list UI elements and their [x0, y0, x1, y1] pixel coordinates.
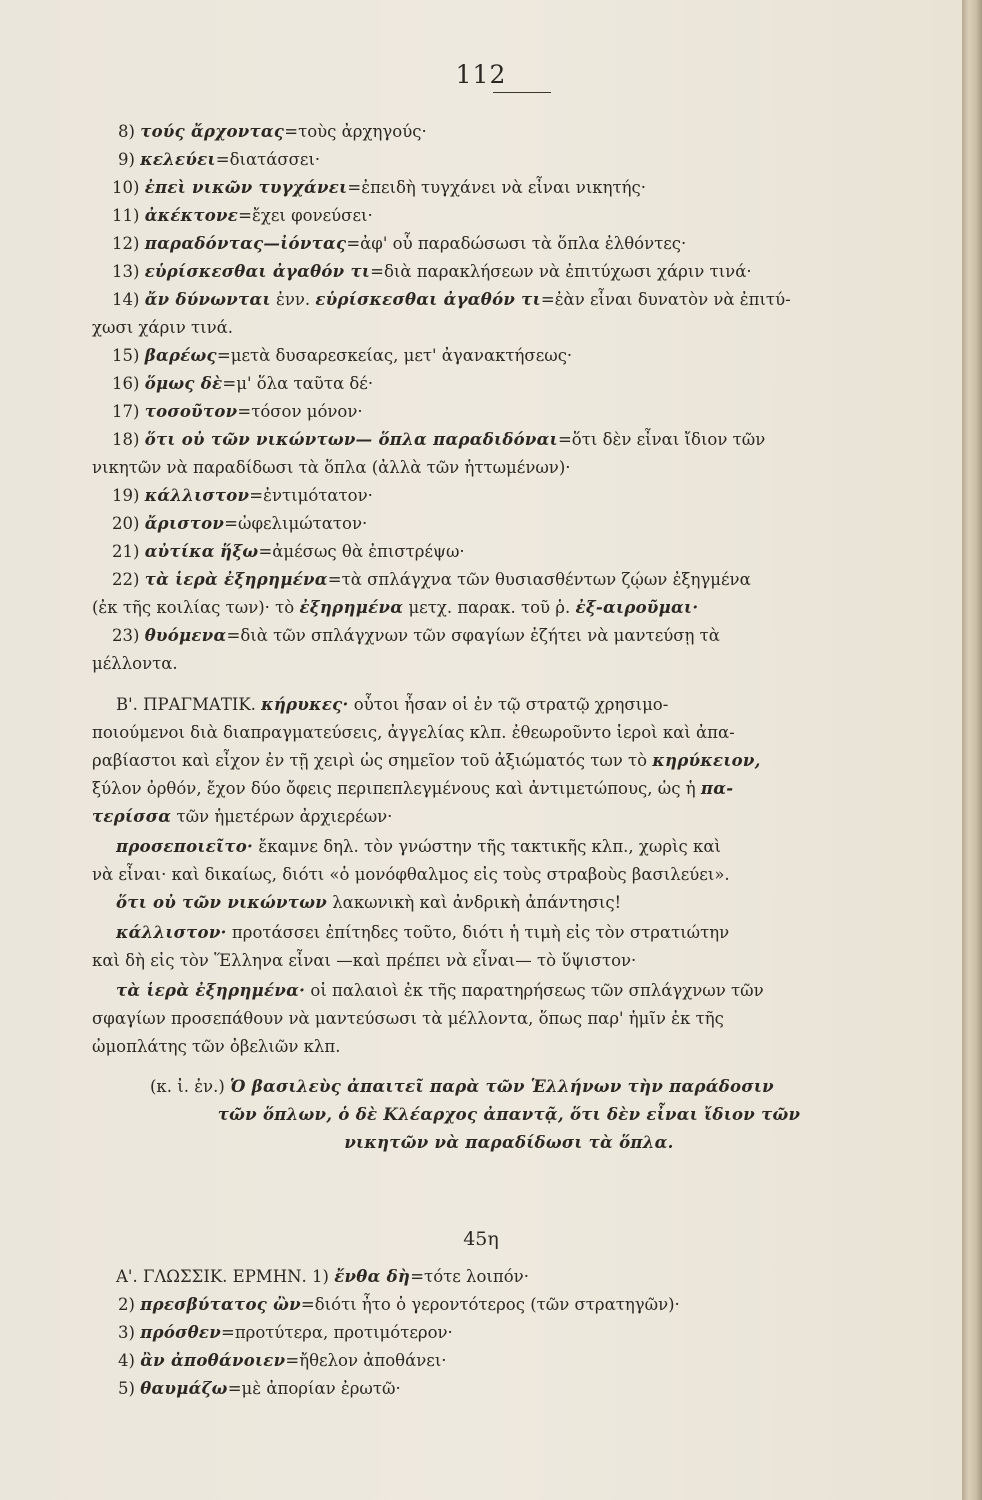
gloss-line-13	[112, 260, 917, 284]
gloss-text: =ὠφελιμώτατον·	[224, 514, 368, 533]
greek-headword: ἐπεὶ νικῶν τυγχάνει	[144, 178, 348, 197]
gloss-text: λακωνικὴ καὶ ἀνδρικὴ ἀπάντησις!	[326, 893, 622, 912]
gloss-text: =τότε λοιπόν·	[410, 1267, 529, 1286]
gloss-text: σφαγίων προσεπάθουν νὰ μαντεύσωσι τὰ μέλλοντα, ὅπως παρ' ἡμῖν ἐκ τῆς	[92, 1009, 724, 1028]
gloss-line-15	[112, 344, 917, 368]
gloss-text: =μὲ ἀπορίαν ἐρωτῶ·	[227, 1379, 401, 1398]
gloss-text: =διατάσσει·	[215, 150, 321, 169]
gloss-text: 10)	[112, 178, 145, 197]
book-spine-edge	[962, 0, 982, 1500]
gloss-line-21	[112, 540, 917, 564]
gloss-line-22-cont	[92, 596, 897, 620]
gloss-line-8	[118, 120, 923, 144]
note-kalliston	[116, 921, 921, 945]
greek-headword: Ὁ βασιλεὺς ἀπαιτεῖ παρὰ τῶν Ἑλλήνων τὴν παράδοσιν	[230, 1077, 774, 1096]
gloss-text: =ἀμέσως θὰ ἐπιστρέψω·	[258, 542, 465, 561]
greek-headword: αὐτίκα	[144, 542, 215, 561]
pragmatic-heading-line	[116, 693, 921, 717]
gloss-text: =τοὺς ἀρχηγούς·	[284, 122, 427, 141]
gloss-text: 11)	[112, 206, 145, 225]
gloss-text: οἱ παλαιοὶ ἐκ τῆς παρατηρήσεως τῶν σπλάγχνων τῶν	[305, 981, 764, 1000]
gloss-text: =ἐὰν εἶναι δυνατὸν νὰ ἐπιτύ-	[540, 290, 791, 309]
greek-headword: ὅμως δὲ	[144, 374, 223, 393]
gloss-text: ἐνν.	[270, 290, 316, 309]
greek-headword: εὑρίσκεσθαι ἀγαθόν τι	[315, 290, 541, 309]
gloss-text: τῶν ἡμετέρων ἀρχιερέων·	[171, 807, 393, 826]
gloss-line-17	[112, 400, 917, 424]
lexical-line-3	[118, 1321, 923, 1345]
gloss-text: ξύλον ὀρθόν, ἔχον δύο ὄφεις περιπεπλεγμένους καὶ ἀντιμετώπους, ὡς ἡ	[92, 779, 701, 798]
gloss-text: οὗτοι ἦσαν οἱ ἐν τῷ στρατῷ χρησιμο-	[348, 695, 669, 714]
gloss-text: (ἐκ τῆς κοιλίας των)· τὸ	[92, 598, 300, 617]
gloss-text: 21)	[112, 542, 145, 561]
greek-headword: προσεποιεῖτο·	[116, 837, 254, 856]
gloss-text: νὰ εἶναι· καὶ δικαίως, διότι «ὁ μονόφθαλμος εἰς τοὺς στραβοὺς βασιλεύει».	[92, 865, 730, 884]
note-proseopoieito	[116, 835, 921, 859]
greek-headword: ἄν δύνωνται	[144, 290, 271, 309]
greek-headword: εὑρίσκεσθαι ἀγαθόν τι	[144, 262, 371, 281]
gloss-text: χωσι χάριν τινά.	[92, 318, 234, 337]
gloss-text: =ἔχει φονεύσει·	[238, 206, 373, 225]
pragmatic-line-2	[92, 721, 897, 745]
gloss-text: 23)	[112, 626, 145, 645]
gloss-text: ἔκαμνε δηλ. τὸν γνώστην τῆς τακτικῆς κλπ., χωρὶς καὶ	[253, 837, 721, 856]
gloss-text: 9)	[118, 150, 141, 169]
gloss-text: Α'. ΓΛΩΣΣΙΚ. ΕΡΜΗΝ. 1)	[116, 1267, 335, 1286]
gloss-text: 18)	[112, 430, 145, 449]
lexical-line-5	[118, 1377, 923, 1401]
gloss-text: (κ. ἰ. ἐν.)	[150, 1077, 231, 1096]
summary-line-3	[90, 1131, 928, 1155]
gloss-text: 15)	[112, 346, 145, 365]
pragmatic-line-5	[92, 805, 897, 829]
gloss-text: μέλλοντα.	[92, 654, 178, 673]
greek-headword: ἐξ-αιροῦμαι·	[575, 598, 699, 617]
pragmatic-line-3	[92, 749, 897, 773]
greek-headword: ὅτι οὐ τῶν νικώντων— ὅπλα παραδιδόναι	[144, 430, 558, 449]
gloss-text: Β'. ΠΡΑΓΜΑΤΙΚ.	[116, 695, 262, 714]
gloss-line-20	[112, 512, 917, 536]
gloss-text: 14)	[112, 290, 145, 309]
section-number: 45η	[463, 1228, 499, 1250]
greek-headword: ἥξω	[220, 542, 259, 561]
greek-headword: τοσοῦτον	[144, 402, 238, 421]
note-kalliston-cont	[92, 949, 897, 973]
gloss-text: 2)	[118, 1295, 141, 1314]
gloss-line-12	[112, 232, 917, 256]
greek-headword: ὅτι οὐ τῶν νικώντων	[116, 893, 327, 912]
greek-headword: ἐξηρημένα	[299, 598, 404, 617]
note-oti-ou	[116, 891, 921, 915]
gloss-line-18	[112, 428, 917, 452]
lexical-line-4	[118, 1349, 923, 1373]
greek-headword: ἔνθα δὴ	[334, 1267, 411, 1286]
summary-line-2	[90, 1103, 928, 1127]
gloss-line-10	[112, 176, 917, 200]
gloss-text: =διότι ἦτο ὁ γεροντότερος (τῶν στρατηγῶν)·	[300, 1295, 680, 1314]
gloss-text: =ἐπειδὴ τυγχάνει νὰ εἶναι νικητής·	[347, 178, 647, 197]
note-proseopoieito-cont	[92, 863, 897, 887]
gloss-text: =ἐντιμότατον·	[249, 486, 373, 505]
greek-headword: παραδόντας—ἰόντας	[144, 234, 347, 253]
greek-headword: ἂν ἀποθάνοιεν	[140, 1351, 286, 1370]
gloss-text: =ἤθελον ἀποθάνει·	[285, 1351, 447, 1370]
gloss-text: ὠμοπλάτης τῶν ὀβελιῶν κλπ.	[92, 1037, 341, 1056]
gloss-line-18-cont	[92, 456, 897, 480]
gloss-text: προτάσσει ἐπίτηδες τοῦτο, διότι ἡ τιμὴ εἰς τὸν στρατιώτην	[226, 923, 730, 942]
greek-headword: κάλλιστον	[144, 486, 250, 505]
gloss-text: 12)	[112, 234, 145, 253]
lexical-line-2	[118, 1293, 923, 1317]
gloss-text: 5)	[118, 1379, 141, 1398]
greek-headword: πα-	[700, 779, 734, 798]
gloss-text: =προτύτερα, προτιμότερον·	[221, 1323, 453, 1342]
greek-headword: θαυμάζω	[140, 1379, 228, 1398]
gloss-text: ποιούμενοι διὰ διαπραγματεύσεις, ἀγγελίας κλπ. ἐθεωροῦντο ἱεροὶ καὶ ἀπα-	[92, 723, 735, 742]
note-iera	[116, 979, 921, 1003]
greek-headword: νικητῶν νὰ παραδίδωσι τὰ ὅπλα.	[344, 1133, 674, 1152]
gloss-line-19	[112, 484, 917, 508]
summary-line-1	[150, 1075, 955, 1099]
greek-headword: ἀκέκτονε	[144, 206, 239, 225]
gloss-text: =διὰ τῶν σπλάγχνων τῶν σφαγίων ἐζήτει νὰ μαντεύσῃ τὰ	[226, 626, 720, 645]
greek-headword: τούς ἄρχοντας	[140, 122, 285, 141]
gloss-text: =τόσον μόνον·	[237, 402, 363, 421]
greek-headword: κελεύει	[140, 150, 216, 169]
gloss-line-9	[118, 148, 923, 172]
note-iera-cont	[92, 1007, 897, 1031]
greek-headword: τερίσσα	[92, 807, 172, 826]
greek-headword: τὰ ἱερὰ ἐξηρημένα·	[116, 981, 306, 1000]
greek-headword: πρεσβύτατος ὢν	[140, 1295, 301, 1314]
greek-headword: κήρυκες·	[261, 695, 349, 714]
greek-headword: κάλλιστον·	[116, 923, 227, 942]
note-iera-end	[92, 1035, 897, 1059]
lexical-heading-line	[116, 1265, 921, 1289]
gloss-text: =διὰ παρακλήσεων νὰ ἐπιτύχωσι χάριν τινά·	[370, 262, 752, 281]
gloss-text: =ὅτι δὲν εἶναι ἴδιον τῶν	[557, 430, 766, 449]
gloss-text: 16)	[112, 374, 145, 393]
gloss-line-14-cont	[92, 316, 897, 340]
gloss-text: =ἀφ' οὗ παραδώσωσι τὰ ὅπλα ἐλθόντες·	[346, 234, 687, 253]
gloss-text: 19)	[112, 486, 145, 505]
gloss-line-14	[112, 288, 917, 312]
gloss-text: =μ' ὅλα ταῦτα δέ·	[222, 374, 374, 393]
gloss-text: 13)	[112, 262, 145, 281]
gloss-text: 3)	[118, 1323, 141, 1342]
pragmatic-line-4	[92, 777, 897, 801]
gloss-text: 8)	[118, 122, 141, 141]
greek-headword: πρόσθεν	[140, 1323, 221, 1342]
gloss-text: 17)	[112, 402, 145, 421]
greek-headword: τὰ ἱερὰ ἐξηρημένα	[144, 570, 328, 589]
gloss-text: 20)	[112, 514, 145, 533]
greek-headword: τῶν ὅπλων, ὁ δὲ Κλέαρχος ἀπαντᾷ, ὅτι δὲν εἶναι ἴδιον τῶν	[217, 1105, 801, 1124]
greek-headword: βαρέως	[144, 346, 217, 365]
gloss-line-16	[112, 372, 917, 396]
gloss-text: =μετὰ δυσαρεσκείας, μετ' ἀγανακτήσεως·	[216, 346, 573, 365]
page-number: 112	[455, 60, 507, 89]
gloss-text: 4)	[118, 1351, 141, 1370]
gloss-line-23-cont	[92, 652, 897, 676]
greek-headword: θυόμενα	[144, 626, 227, 645]
gloss-text: 22)	[112, 570, 145, 589]
gloss-text: καὶ δὴ εἰς τὸν Ἕλληνα εἶναι —καὶ πρέπει νὰ εἶναι— τὸ ὕψιστον·	[92, 951, 637, 970]
gloss-text: =τὰ σπλάγχνα τῶν θυσιασθέντων ζῴων ἐξηγμένα	[327, 570, 751, 589]
gloss-text: μετχ. παρακ. τοῦ ῥ.	[403, 598, 576, 617]
greek-headword: κηρύκειον,	[652, 751, 761, 770]
greek-headword: ἄριστον	[144, 514, 225, 533]
gloss-text: ραβίαστοι καὶ εἶχον ἐν τῇ χειρὶ ὡς σημεῖον τοῦ ἀξιώματός των τὸ	[92, 751, 653, 770]
page-number-rule	[493, 92, 551, 93]
gloss-line-11	[112, 204, 917, 228]
gloss-text: νικητῶν νὰ παραδίδωσι τὰ ὅπλα (ἀλλὰ τῶν ἡττωμένων)·	[92, 458, 571, 477]
gloss-line-22	[112, 568, 917, 592]
gloss-line-23	[112, 624, 917, 648]
